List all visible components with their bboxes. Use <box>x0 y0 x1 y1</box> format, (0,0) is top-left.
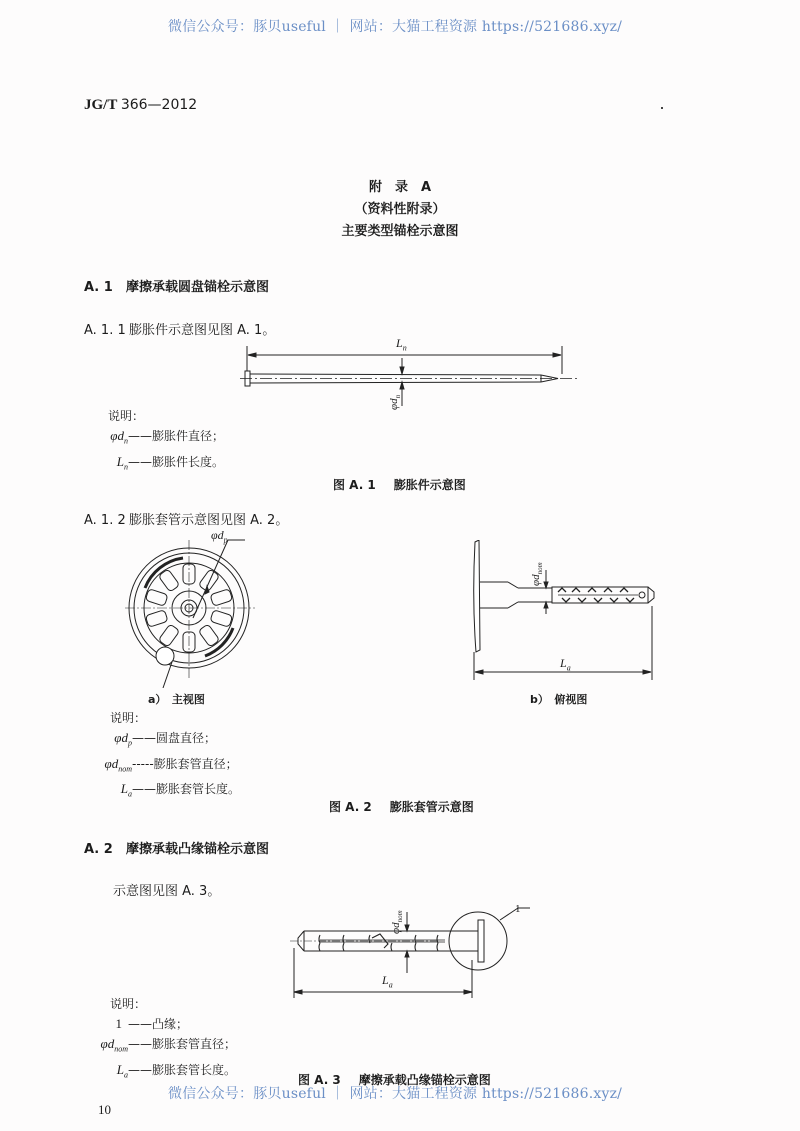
subsection-text: 膨胀套管示意图见图 A. 2。 <box>129 513 289 528</box>
note-item: $L_n——$膨胀件长度。 <box>116 453 225 472</box>
note-item: $L_a——$膨胀套管长度。 <box>120 781 241 799</box>
figure-a1-notes <box>88 406 224 477</box>
standard-number: 366—2012 <box>120 97 198 113</box>
section-title: 摩擦承载凸缘锚栓示意图 <box>126 842 270 857</box>
dim-label-dp: $\varphi d_p$ <box>211 528 228 545</box>
note-item: $\varphi d_n——$膨胀件直径； <box>110 428 225 446</box>
figure-a2b-caption: b） 俯视图 <box>530 693 588 706</box>
figure-a3-flange-anchor <box>290 898 530 998</box>
figure-a1-expansion-nail <box>240 338 580 418</box>
watermark-top: 微信公众号：豚贝useful ｜ 网站：大猫工程资源 https://521686.xyz/ <box>168 19 623 35</box>
figure-a3-caption: 图 A. 3 摩擦承载凸缘锚栓示意图 <box>298 1073 491 1087</box>
dim-label-la: $L_a$ <box>382 973 393 990</box>
watermark-bottom: 微信公众号：豚贝useful ｜ 网站：大猫工程资源 https://521686.xyz/ <box>168 1086 623 1102</box>
section-a2-text: 示意图见图 A. 3。 <box>113 884 221 899</box>
dim-label-dnom: $\varphi d_{nom}$ <box>530 562 545 586</box>
note-item: $\varphi d_{nom}-----$膨胀套管直径； <box>104 755 238 774</box>
subsection-a1-2 <box>84 509 288 528</box>
section-a2-heading <box>84 838 269 857</box>
note-item: 1 ——凸缘； <box>115 1016 189 1031</box>
section-number: A. 2 <box>84 842 113 857</box>
subsection-number: A. 1. 1 <box>84 323 126 338</box>
note-item: $\varphi d_{nom}——$膨胀套管直径； <box>100 1036 237 1054</box>
appendix-title: 附 录 A <box>368 180 432 195</box>
section-number: A. 1 <box>84 280 113 295</box>
figure-a2-notes <box>84 708 240 805</box>
scan-speck <box>661 107 663 109</box>
callout-1: 1 <box>515 903 521 915</box>
section-a1-heading <box>84 276 269 295</box>
figure-a2a-caption: a） 主视图 <box>148 693 205 706</box>
standard-code <box>84 97 197 114</box>
notes-title: 说明： <box>110 997 147 1011</box>
dim-label-dn: $\varphi d_n$ <box>388 394 403 410</box>
figure-a1-caption: 图 A. 1 膨胀件示意图 <box>333 478 466 492</box>
standard-prefix: JG/T <box>84 97 118 113</box>
figure-a2b-sleeve-top-view <box>470 540 660 680</box>
page-number: 10 <box>98 1102 111 1117</box>
notes-title: 说明： <box>108 409 145 423</box>
note-item: $L_a——$膨胀套管长度。 <box>116 1061 237 1080</box>
appendix-heading: 主要类型锚栓示意图 <box>341 224 459 239</box>
section-title: 摩擦承载圆盘锚栓示意图 <box>126 280 270 295</box>
notes-title: 说明： <box>110 711 147 725</box>
figure-a3-notes <box>84 994 236 1085</box>
subsection-number: A. 1. 2 <box>84 513 126 528</box>
figure-a2-caption: 图 A. 2 膨胀套管示意图 <box>329 800 474 814</box>
dim-label-la: $L_a$ <box>560 656 571 673</box>
dim-label-ln: $L_n$ <box>396 336 407 353</box>
subsection-a1-1 <box>84 319 275 338</box>
figure-a2a-disk-front-view <box>125 528 275 688</box>
note-item: $\varphi d_p——$圆盘直径； <box>114 730 217 748</box>
dim-label-dnom: $\varphi d_{nom}$ <box>390 910 405 934</box>
appendix-subtitle: （资料性附录） <box>354 202 446 217</box>
subsection-text: 膨胀件示意图见图 A. 1。 <box>129 323 276 338</box>
